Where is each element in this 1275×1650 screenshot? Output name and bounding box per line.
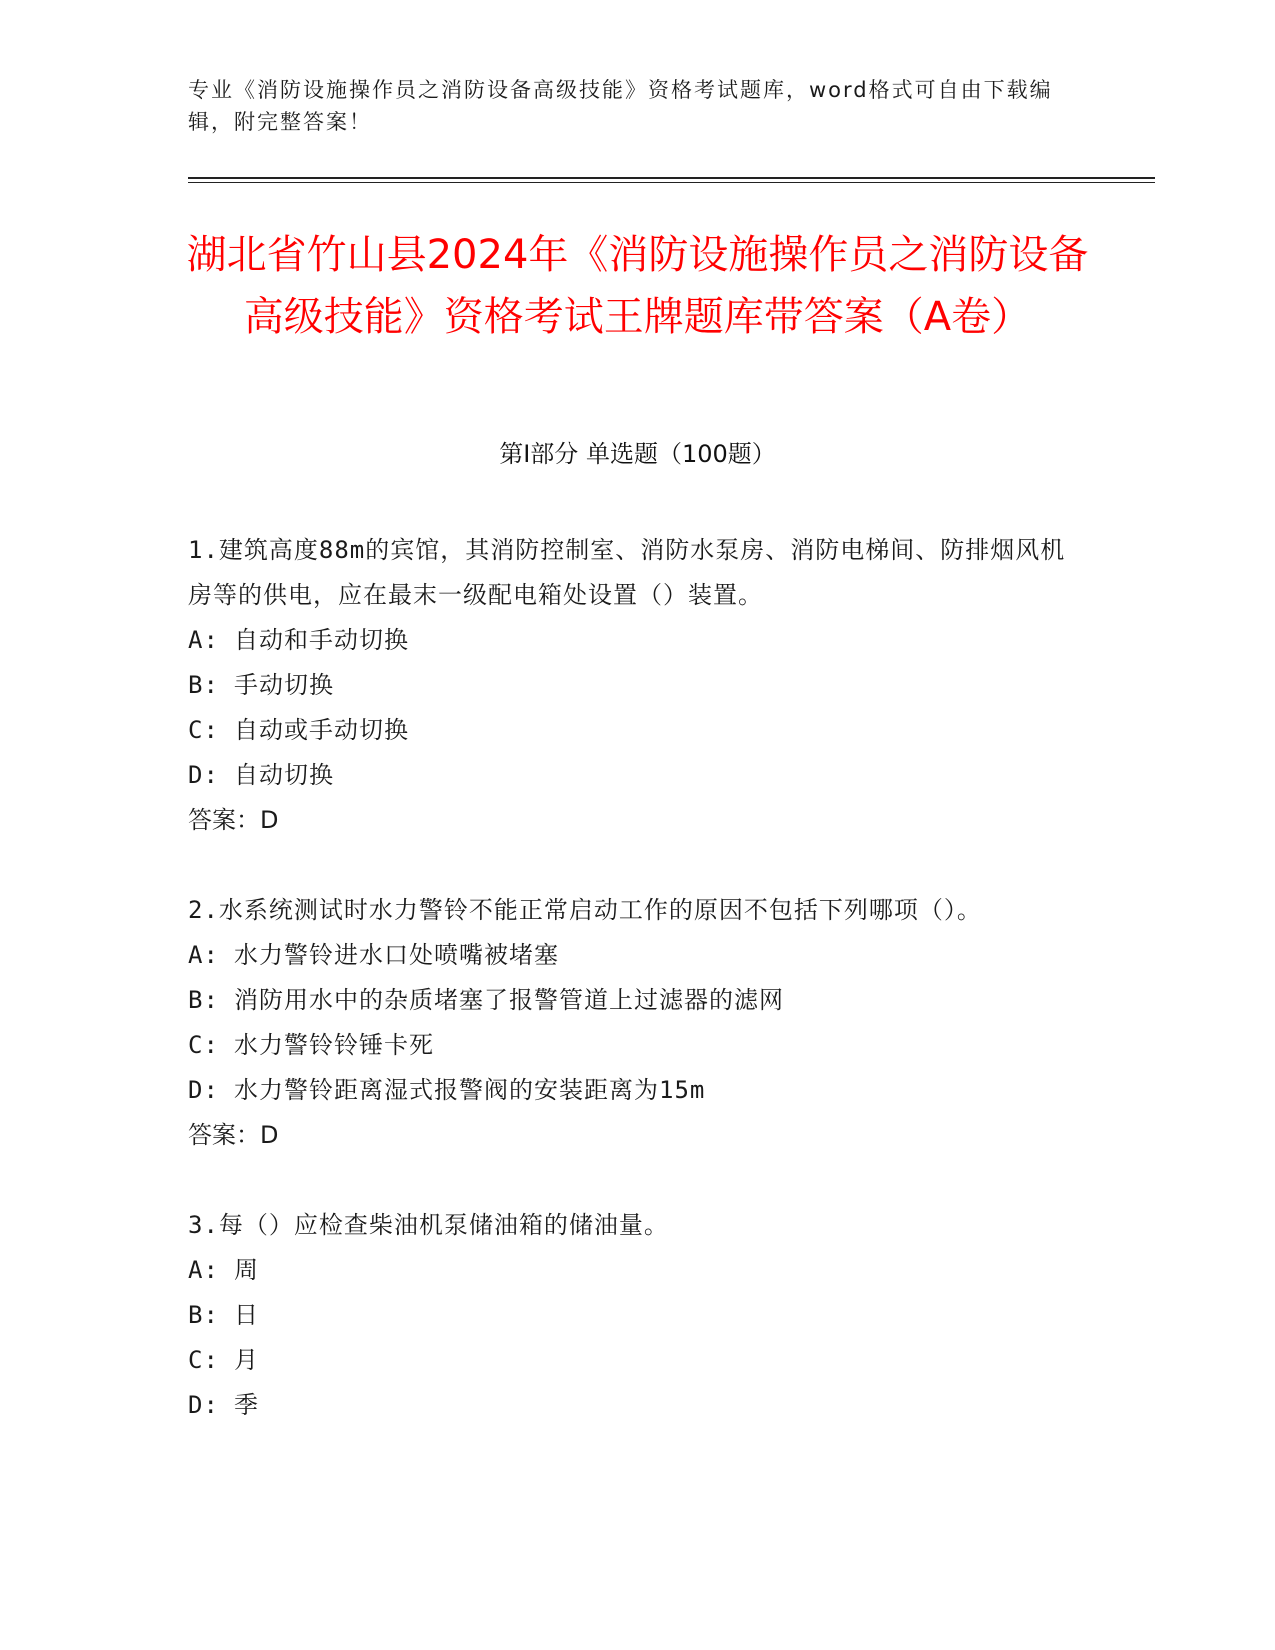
option-letter: C:: [188, 1031, 219, 1059]
option-text: 自动或手动切换: [234, 716, 409, 744]
section-title: 第I部分 单选题（100题）: [499, 440, 776, 468]
header-divider-thin: [188, 182, 1155, 183]
document-title: 湖北省竹山县2024年《消防设施操作员之消防设备高级技能》资格考试王牌题库带答案（A卷）: [186, 232, 1089, 340]
option-b: [188, 663, 1068, 708]
option-letter: A:: [188, 1256, 219, 1284]
question-stem: 2.水系统测试时水力警铃不能正常启动工作的原因不包括下列哪项（）。: [188, 896, 982, 924]
option-letter: D:: [188, 1391, 219, 1419]
option-b: [188, 978, 1068, 1023]
option-letter: C:: [188, 1346, 219, 1374]
option-d: [188, 753, 1068, 798]
option-d: [188, 1068, 1068, 1113]
option-text: 水力警铃进水口处喷嘴被堵塞: [234, 941, 559, 969]
option-c: [188, 1023, 1068, 1068]
option-c: [188, 708, 1068, 753]
option-letter: B:: [188, 671, 219, 699]
option-b: [188, 1293, 1068, 1338]
option-letter: B:: [188, 1301, 219, 1329]
question-stem: 3.每（）应检查柴油机泵储油箱的储油量。: [188, 1211, 669, 1239]
option-c: [188, 1338, 1068, 1383]
option-d: [188, 1383, 1068, 1428]
question-item: [188, 888, 1068, 1158]
option-a: [188, 618, 1068, 663]
option-letter: A:: [188, 626, 219, 654]
option-a: [188, 933, 1068, 978]
option-text: 季: [234, 1391, 259, 1419]
option-text: 消防用水中的杂质堵塞了报警管道上过滤器的滤网: [234, 986, 784, 1014]
option-letter: D:: [188, 761, 219, 789]
option-letter: C:: [188, 716, 219, 744]
option-text: 月: [234, 1346, 259, 1374]
option-letter: B:: [188, 986, 219, 1014]
question-list: [188, 528, 1068, 1473]
option-text: 自动和手动切换: [234, 626, 409, 654]
question-item: [188, 1203, 1068, 1428]
option-letter: D:: [188, 1076, 219, 1104]
header-divider-thick: [188, 177, 1155, 179]
answer-line: 答案：D: [188, 1121, 279, 1149]
option-text: 日: [234, 1301, 259, 1329]
option-text: 手动切换: [234, 671, 334, 699]
option-text: 水力警铃铃锤卡死: [234, 1031, 434, 1059]
option-letter: A:: [188, 941, 219, 969]
answer-line: 答案：D: [188, 806, 279, 834]
option-text: 周: [234, 1256, 259, 1284]
option-text: 自动切换: [234, 761, 334, 789]
question-stem: 1.建筑高度88m的宾馆，其消防控制室、消防水泵房、消防电梯间、防排烟风机房等的供电，应在最末一级配电箱处设置（）装置。: [188, 536, 1066, 609]
header-note: 专业《消防设施操作员之消防设备高级技能》资格考试题库，word格式可自由下载编辑，附完整答案！: [188, 78, 1053, 134]
question-item: [188, 528, 1068, 843]
option-a: [188, 1248, 1068, 1293]
option-text: 水力警铃距离湿式报警阀的安装距离为15m: [234, 1076, 706, 1104]
